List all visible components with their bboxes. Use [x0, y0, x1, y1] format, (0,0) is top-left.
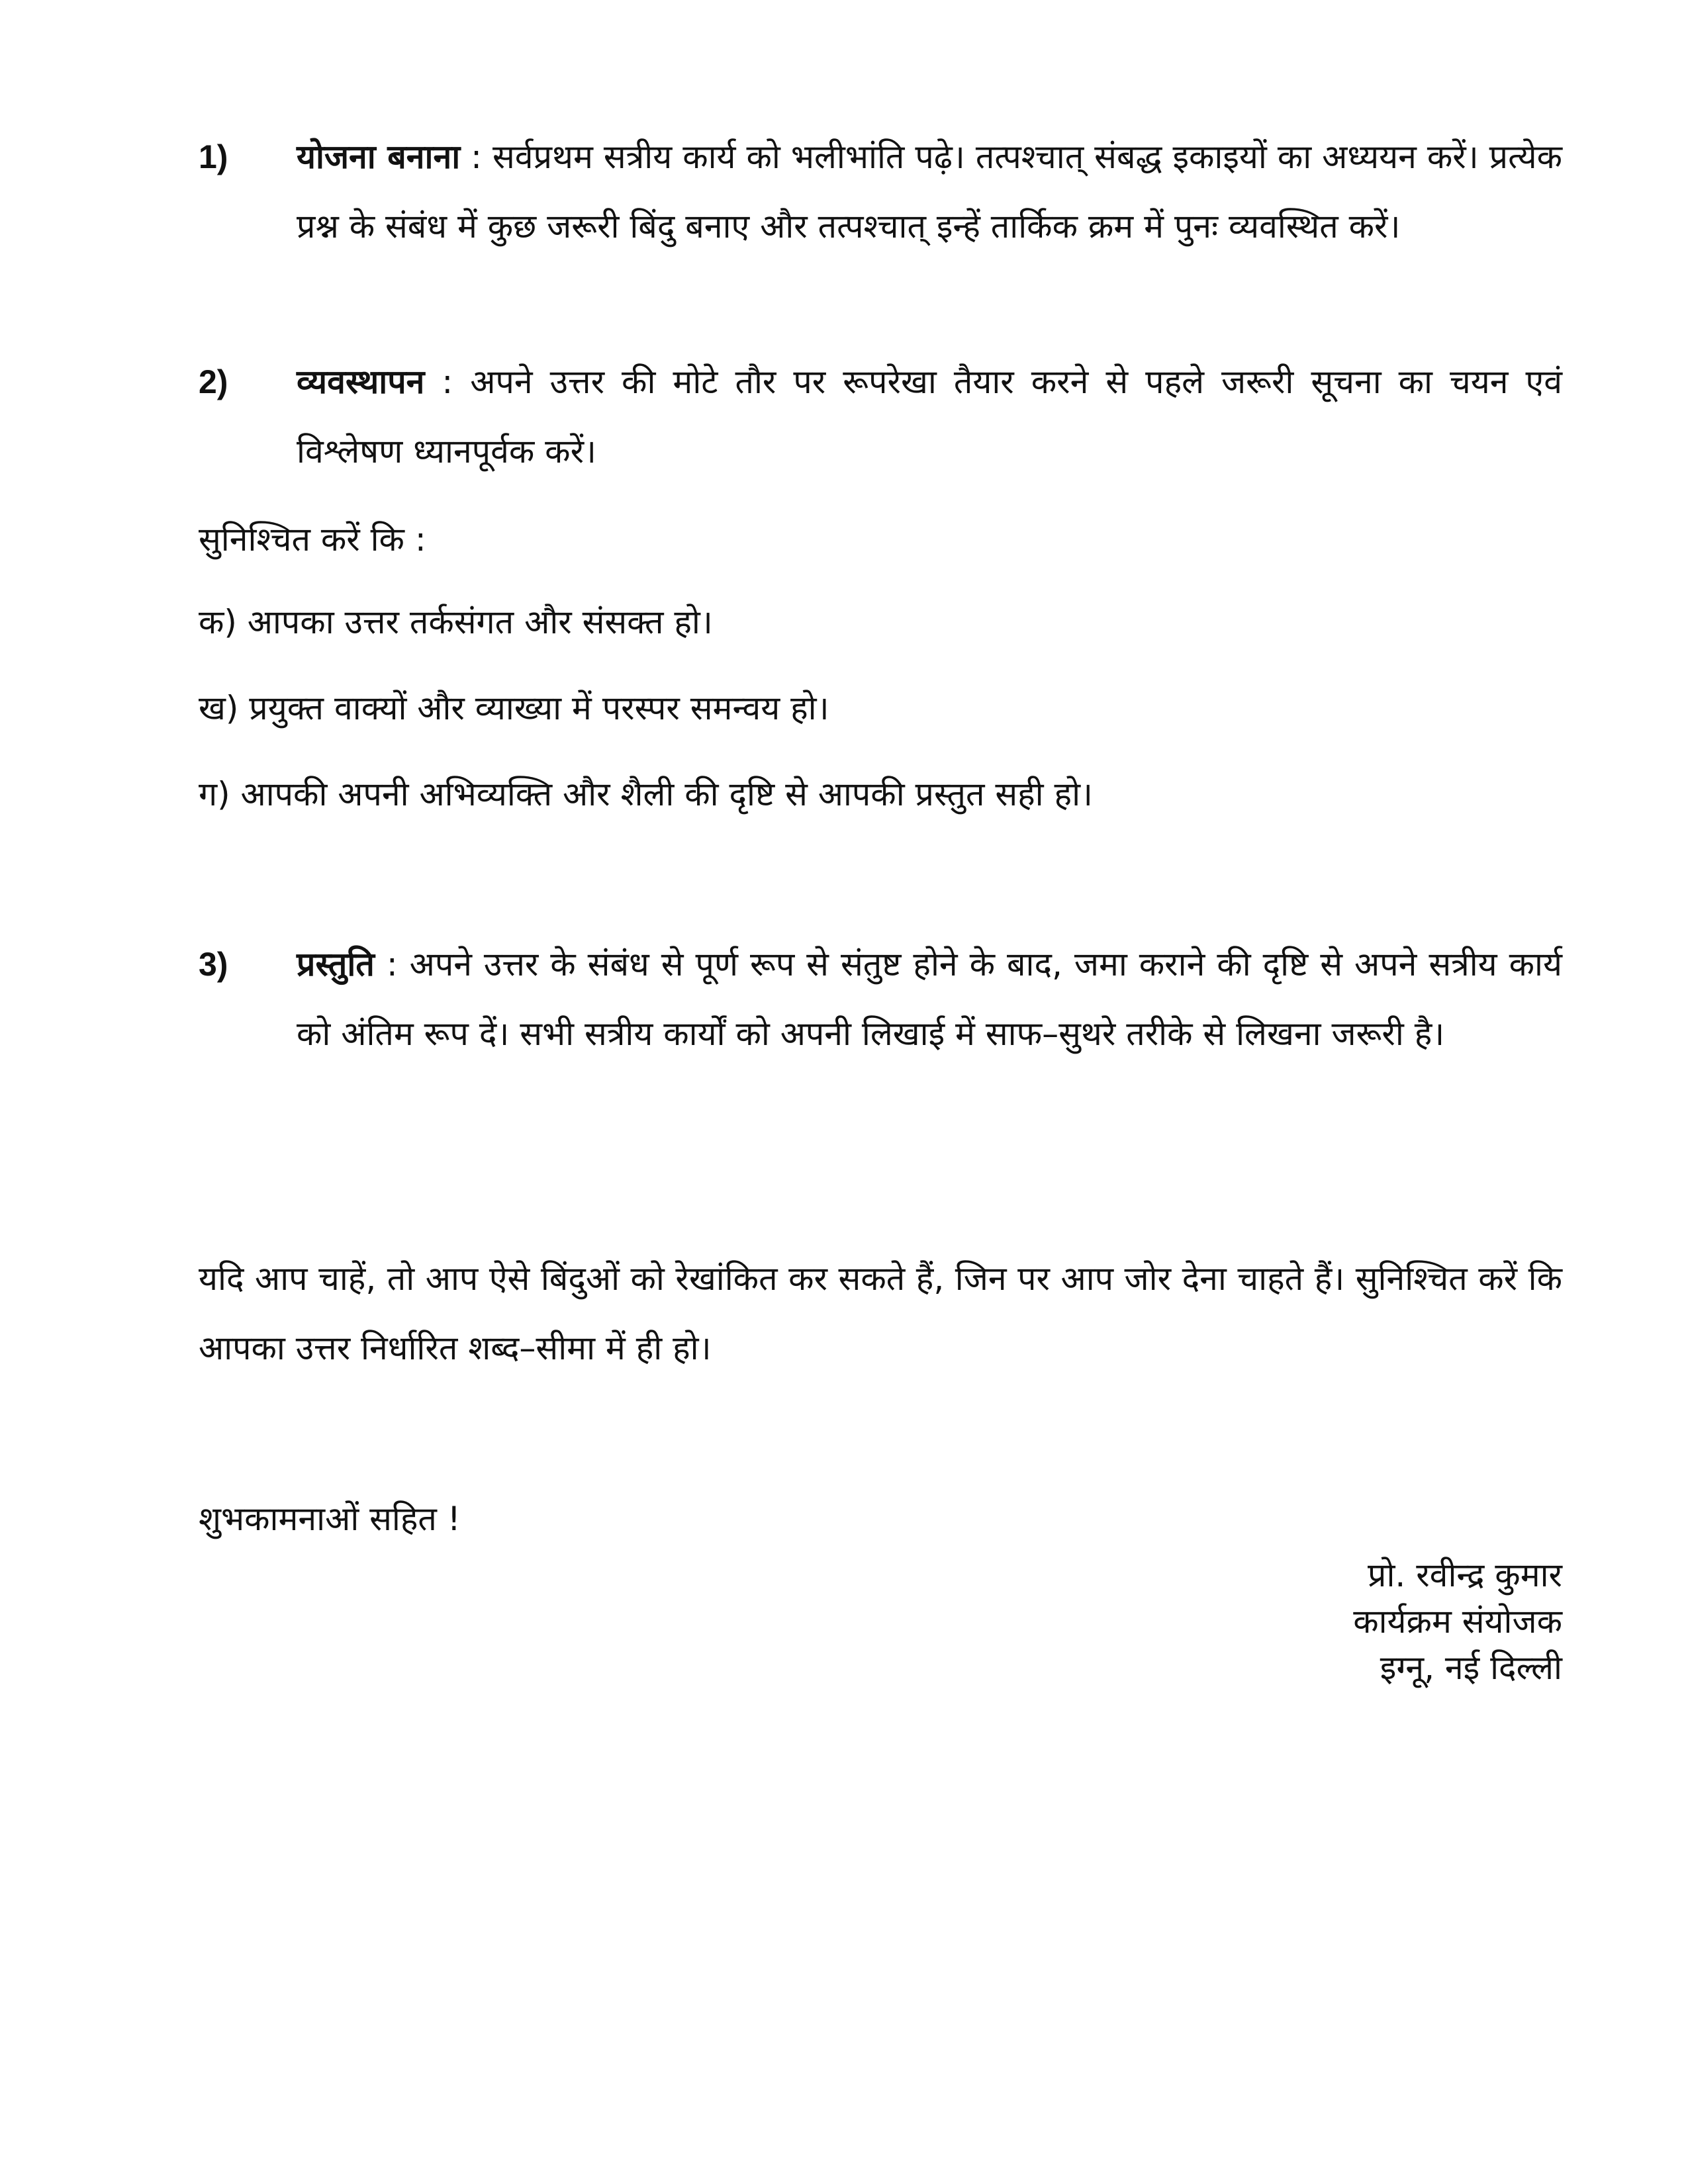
section-number: 2)	[199, 363, 228, 400]
ensure-item-b: ख) प्रयुक्त वाक्यों और व्याख्या में परस्पर समन्वय हो।	[199, 689, 829, 727]
ensure-item-a: क) आपका उत्तर तर्कसंगत और संसक्त हो।	[199, 603, 713, 641]
signatory-organization: इग्नू, नई दिल्ली	[1380, 1649, 1562, 1687]
signatory-name: प्रो. रवीन्द्र कुमार	[1368, 1556, 1562, 1594]
signature-block	[1353, 1552, 1562, 1691]
section-heading: व्यवस्थापन	[297, 363, 425, 401]
section-heading: योजना बनाना	[297, 138, 461, 176]
section-text: : सर्वप्रथम सत्रीय कार्य को भलीभांति पढ़े। तत्पश्चात् संबद्ध इकाइयों का अध्ययन करें। प्रत्येक प्रश्न के संबंध में कुछ जरूरी बिंदु बनाए और तत्पश्चात् इन्हें तार्किक क्रम में पुनः व्यवस्थित करें।	[297, 138, 1563, 246]
section-heading: प्रस्तुति	[297, 945, 375, 983]
section-text: : अपने उत्तर की मोटे तौर पर रूपरेखा तैयार करने से पहले जरूरी सूचना का चयन एवं विश्लेषण ध्यानपूर्वक करें।	[297, 363, 1562, 471]
section-body	[297, 347, 1562, 486]
closing-paragraph: यदि आप चाहें, तो आप ऐसे बिंदुओं को रेखांकित कर सकते हैं, जिन पर आप जोर देना चाहते हैं। सुनिश्चित करें कि आपका उत्तर निर्धारित शब्द–सीमा में ही हो।	[199, 1259, 1563, 1367]
section-body	[297, 930, 1562, 1069]
section-number: 3)	[199, 946, 228, 983]
section-number: 1)	[199, 138, 228, 175]
greeting: शुभकामनाओं सहित !	[199, 1500, 461, 1538]
ensure-item-c: ग) आपकी अपनी अभिव्यक्ति और शैली की दृष्टि से आपकी प्रस्तुत सही हो।	[199, 775, 1093, 813]
signatory-designation: कार्यक्रम संयोजक	[1353, 1602, 1562, 1641]
ensure-heading: सुनिश्चित करें कि :	[199, 520, 426, 559]
section-text: : अपने उत्तर के संबंध से पूर्ण रूप से संतुष्ट होने के बाद, जमा कराने की दृष्टि से अपने सत्रीय कार्य को अंतिम रूप दें। सभी सत्रीय कार्यों को अपनी लिखाई में साफ–सुथरे तरीके से लिखना जरूरी है।	[297, 945, 1562, 1053]
section-body	[297, 122, 1562, 261]
